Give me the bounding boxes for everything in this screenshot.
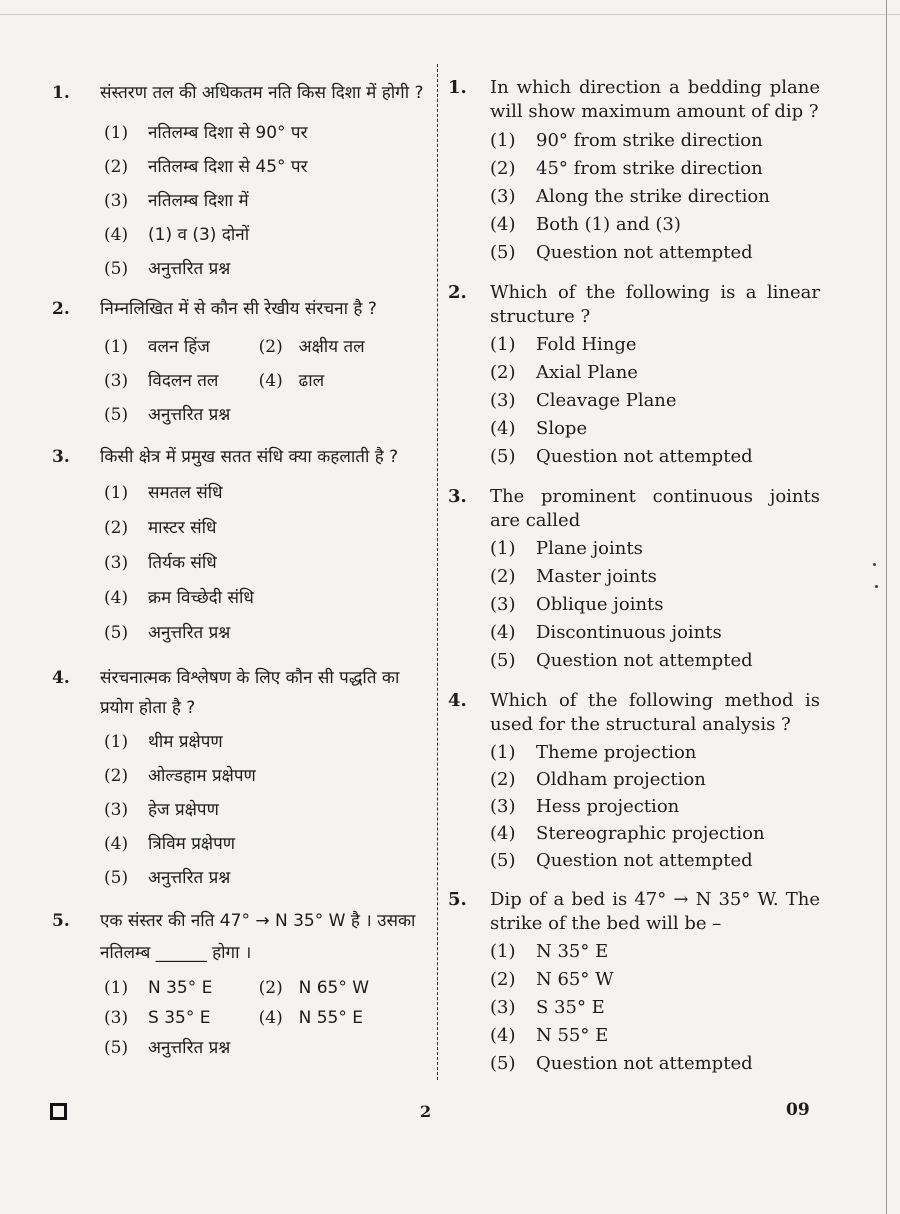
top-edge-line [0, 14, 900, 15]
question-number: 5. [52, 911, 70, 931]
option[interactable]: (5) Question not attempted [490, 650, 753, 671]
question-hindi-4 [52, 663, 430, 895]
option[interactable]: (1) नतिलम्ब दिशा से 90° पर [104, 123, 308, 143]
option[interactable]: (2) नतिलम्ब दिशा से 45° पर [104, 157, 308, 177]
option[interactable]: (5) Question not attempted [490, 850, 753, 871]
question-number: 3. [52, 447, 70, 467]
option[interactable]: (2) अक्षीय तल [258, 337, 365, 357]
question-english-5 [448, 888, 820, 1078]
option[interactable]: (4) Both (1) and (3) [490, 214, 681, 235]
option[interactable]: (2) Master joints [490, 566, 657, 587]
english-column [448, 70, 820, 1078]
right-edge-line [886, 0, 887, 1214]
question-english-4 [448, 689, 820, 874]
question-hindi-2 [52, 296, 430, 432]
question-text: Which of the following method is used for the structural analysis ? [490, 690, 820, 735]
option[interactable]: (1) समतल संधि [104, 483, 223, 503]
option[interactable]: (3) Oblique joints [490, 594, 664, 615]
question-text: संरचनात्मक विश्लेषण के लिए कौन सी पद्धति का प्रयोग होता है ? [100, 668, 400, 718]
option[interactable]: (4) N 55° E [258, 1008, 364, 1028]
question-text: The prominent continuous joints are called [490, 486, 820, 531]
option[interactable]: (5) अनुत्तरित प्रश्न [104, 1038, 231, 1058]
option[interactable]: (1) थीम प्रक्षेपण [104, 732, 223, 752]
speck [875, 585, 878, 588]
option[interactable]: (1) 90° from strike direction [490, 130, 763, 151]
question-number: 4. [448, 690, 467, 711]
option[interactable]: (4) Slope [490, 418, 588, 439]
option[interactable]: (3) तिर्यक संधि [104, 553, 217, 573]
question-number: 1. [448, 77, 467, 98]
question-number: 2. [448, 282, 467, 303]
option[interactable]: (3) विदलन तल [104, 371, 219, 391]
question-text: In which direction a bedding plane will show maximum amount of dip ? [490, 77, 820, 122]
option[interactable]: (3) हेज प्रक्षेपण [104, 800, 219, 820]
question-number: 2. [52, 299, 70, 319]
option[interactable]: (5) Question not attempted [490, 1053, 753, 1074]
option[interactable]: (4) N 55° E [490, 1025, 609, 1046]
option[interactable]: (2) Oldham projection [490, 769, 706, 790]
hindi-column [52, 70, 430, 1063]
question-number: 4. [52, 668, 70, 688]
option[interactable]: (4) क्रम विच्छेदी संधि [104, 588, 254, 608]
question-text: निम्नलिखित में से कौन सी रेखीय संरचना है ? [100, 299, 377, 319]
option[interactable]: (4) Stereographic projection [490, 823, 765, 844]
question-text: एक संस्तर की नति 47° → N 35° W है । उसका नतिलम्ब ______ होगा । [100, 911, 416, 963]
option[interactable]: (3) S 35° E [104, 1008, 211, 1028]
option[interactable]: (5) अनुत्तरित प्रश्न [104, 623, 231, 643]
question-hindi-1 [52, 78, 430, 286]
option[interactable]: (4) Discontinuous joints [490, 622, 722, 643]
option[interactable]: (1) वलन हिंज [104, 337, 210, 357]
square-marker-icon [50, 1103, 67, 1120]
question-number: 5. [448, 889, 467, 910]
option[interactable]: (2) N 65° W [490, 969, 614, 990]
option[interactable]: (5) Question not attempted [490, 242, 753, 263]
speck [873, 563, 876, 566]
option[interactable]: (4) (1) व (3) दोनों [104, 225, 250, 245]
question-text: Which of the following is a linear structure ? [490, 282, 820, 327]
option[interactable]: (1) Theme projection [490, 742, 697, 763]
question-number: 1. [52, 83, 70, 103]
option[interactable]: (3) S 35° E [490, 997, 605, 1018]
option[interactable]: (1) N 35° E [490, 941, 609, 962]
option[interactable]: (4) त्रिविम प्रक्षेपण [104, 834, 236, 854]
option[interactable]: (1) Fold Hinge [490, 334, 637, 355]
question-text: संस्तरण तल की अधिकतम नति किस दिशा में होगी ? [100, 83, 424, 103]
question-text: Dip of a bed is 47° → N 35° W. The strike of the bed will be – [490, 889, 820, 934]
option[interactable]: (2) ओल्डहाम प्रक्षेपण [104, 766, 256, 786]
option[interactable]: (2) N 65° W [258, 978, 370, 998]
option[interactable]: (5) अनुत्तरित प्रश्न [104, 868, 231, 888]
option[interactable]: (2) मास्टर संधि [104, 518, 217, 538]
option[interactable]: (2) Axial Plane [490, 362, 638, 383]
question-number: 3. [448, 486, 467, 507]
option[interactable]: (3) नतिलम्ब दिशा में [104, 191, 249, 211]
option[interactable]: (1) N 35° E [104, 978, 213, 998]
column-divider [437, 64, 438, 1080]
question-english-2 [448, 281, 820, 471]
question-text: किसी क्षेत्र में प्रमुख सतत संधि क्या कहलाती है ? [100, 447, 399, 467]
option[interactable]: (5) अनुत्तरित प्रश्न [104, 405, 231, 425]
paper-code: 09 [786, 1100, 810, 1120]
option[interactable]: (5) अनुत्तरित प्रश्न [104, 259, 231, 279]
option[interactable]: (3) Hess projection [490, 796, 680, 817]
option[interactable]: (3) Along the strike direction [490, 186, 770, 207]
option[interactable]: (5) Question not attempted [490, 446, 753, 467]
page-number: 2 [420, 1102, 432, 1121]
question-hindi-3 [52, 444, 430, 651]
option[interactable]: (1) Plane joints [490, 538, 643, 559]
question-english-1 [448, 76, 820, 267]
option[interactable]: (3) Cleavage Plane [490, 390, 677, 411]
option[interactable]: (2) 45° from strike direction [490, 158, 763, 179]
question-english-3 [448, 485, 820, 675]
question-hindi-5 [52, 905, 430, 1063]
option[interactable]: (4) ढाल [258, 371, 325, 391]
